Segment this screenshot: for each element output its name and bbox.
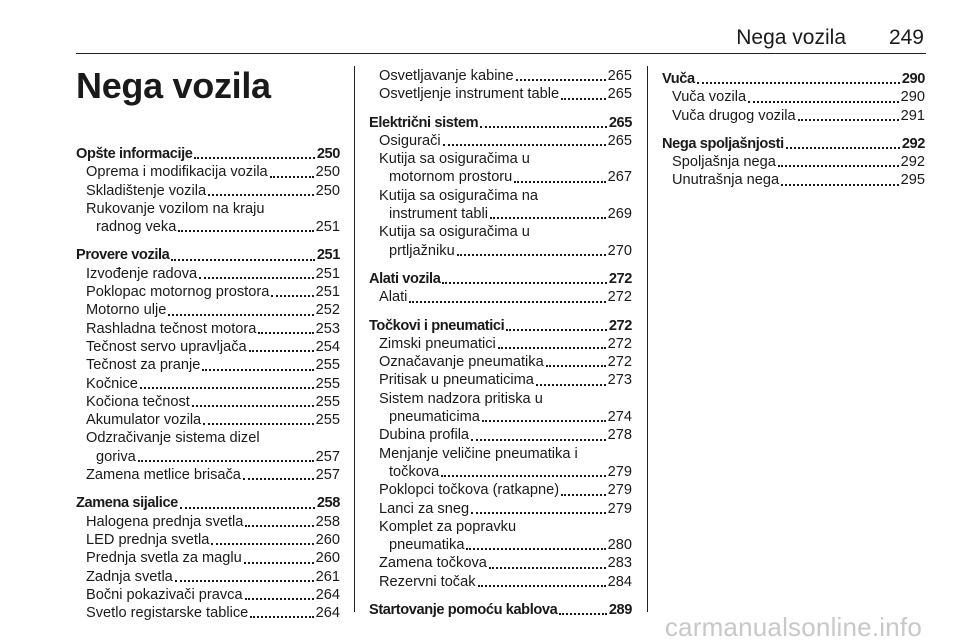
- dot-leader: [202, 369, 313, 371]
- toc-entry-text: Označavanje pneumatika: [379, 354, 544, 371]
- dot-leader: [208, 194, 314, 196]
- toc-entry-text-continued: točkova: [389, 463, 440, 480]
- dot-leader: [471, 439, 606, 441]
- dot-leader: [441, 475, 605, 477]
- dot-leader: [480, 126, 607, 128]
- dot-leader: [478, 585, 606, 587]
- toc-entry-link[interactable]: [76, 604, 340, 622]
- toc-heading-link[interactable]: [662, 135, 925, 153]
- toc-entry-text: Zamena točkova: [379, 555, 487, 572]
- toc-entry-link[interactable]: [76, 200, 340, 237]
- toc-page-number: 255: [315, 393, 340, 410]
- toc-entry-text: Osvetljavanje kabine: [379, 68, 514, 84]
- toc-page-number: 251: [315, 265, 340, 282]
- toc-entry-link[interactable]: [369, 187, 632, 224]
- toc-entry-text: Kutija sa osiguračima na: [379, 187, 538, 204]
- toc-entry-link[interactable]: [662, 153, 925, 171]
- toc-entry-link[interactable]: [369, 335, 632, 353]
- dot-leader: [138, 460, 314, 462]
- toc-entry-link[interactable]: [369, 500, 632, 518]
- toc-entry-text: Zimski pneumatici: [379, 335, 496, 352]
- dot-leader: [506, 329, 607, 331]
- toc-page-number: 255: [315, 375, 340, 392]
- toc-heading-link[interactable]: [369, 114, 632, 132]
- dot-leader: [561, 98, 606, 100]
- dot-leader: [171, 259, 314, 261]
- toc-entry-text: Dubina profila: [379, 427, 470, 444]
- toc-page-number: 258: [316, 495, 340, 512]
- toc-heading-text: Zamena sijalice: [76, 495, 178, 512]
- toc-page-number: 252: [315, 302, 340, 319]
- running-header: [76, 26, 926, 54]
- toc-heading-text: Startovanje pomoću kablova: [369, 602, 558, 619]
- toc-entry-text: Kočnice: [86, 375, 138, 392]
- toc-entry-link[interactable]: [76, 356, 340, 374]
- toc-page-number: 255: [315, 412, 340, 429]
- toc-entry-text-continued: instrument tabli: [389, 206, 488, 223]
- toc-entry-link[interactable]: [369, 353, 632, 371]
- toc-page-number: 272: [607, 289, 632, 306]
- toc-entry-link[interactable]: [76, 338, 340, 356]
- toc-page-number: 283: [607, 555, 632, 572]
- toc-section: [369, 67, 632, 104]
- dot-leader: [536, 384, 606, 386]
- dot-leader: [697, 82, 900, 84]
- toc-page-number: 292: [901, 135, 925, 152]
- dot-leader: [561, 494, 606, 496]
- toc-entry-text: Lanci za sneg: [379, 500, 470, 517]
- toc-page-number: 265: [607, 86, 632, 103]
- page-title: Nega vozila: [76, 65, 271, 106]
- column-divider: [647, 66, 648, 612]
- toc-page-number: 292: [900, 154, 925, 171]
- dot-leader: [243, 478, 314, 480]
- toc-entry-text: Osigurači: [379, 132, 441, 149]
- toc-entry-link[interactable]: [369, 132, 632, 150]
- toc-page-number: 272: [607, 335, 632, 352]
- toc-entry-link[interactable]: [369, 390, 632, 427]
- dot-leader: [514, 181, 605, 183]
- toc-entry-link[interactable]: [76, 429, 340, 466]
- toc-entry-link[interactable]: [76, 586, 340, 604]
- toc-entry-text: Sistem nadzora pritiska u: [379, 390, 543, 407]
- dot-leader: [498, 347, 606, 349]
- dot-leader: [270, 176, 314, 178]
- toc-entry-text: Zadnja svetla: [86, 568, 173, 585]
- toc-entry-text: Skladištenje vozila: [86, 182, 207, 199]
- toc-heading-text: Električni sistem: [369, 114, 479, 131]
- toc-section: [76, 246, 340, 484]
- toc-entry-link[interactable]: [76, 163, 340, 181]
- toc-entry-text: Prednja svetla za maglu: [86, 550, 242, 567]
- running-header-title: Nega vozila: [736, 26, 846, 49]
- dot-leader: [250, 616, 313, 618]
- dot-leader: [798, 119, 899, 121]
- toc-entry-text: Alati: [379, 289, 408, 306]
- toc-entry-text-continued: goriva: [96, 448, 136, 465]
- toc-page-number: 272: [608, 317, 632, 334]
- toc-entry-link[interactable]: [369, 85, 632, 103]
- toc-heading-text: Nega spoljašnjosti: [662, 135, 784, 152]
- dot-leader: [192, 405, 314, 407]
- toc-page-number: 269: [607, 206, 632, 223]
- toc-entry-link[interactable]: [76, 182, 340, 200]
- toc-column-1: [76, 145, 340, 632]
- watermark: carmanualsonline.info: [664, 612, 922, 642]
- toc-page-number: 279: [607, 500, 632, 517]
- toc-page-number: 280: [607, 537, 632, 554]
- dot-leader: [489, 567, 606, 569]
- toc-entry-link[interactable]: [369, 481, 632, 499]
- toc-entry-text: Vuča vozila: [672, 89, 747, 106]
- toc-entry-text: Spoljašnja nega: [672, 154, 776, 171]
- toc-entry-text-continued: motornom prostoru: [389, 169, 513, 186]
- toc-section: [76, 494, 340, 622]
- dot-leader: [258, 332, 313, 334]
- toc-entry-link[interactable]: [369, 371, 632, 389]
- toc-entry-text: Rashladna tečnost motora: [86, 320, 257, 337]
- toc-entry-link[interactable]: [369, 554, 632, 572]
- dot-leader: [168, 314, 313, 316]
- toc-entry-link[interactable]: [662, 107, 925, 125]
- dot-leader: [245, 525, 313, 527]
- toc-entry-text: Tečnost za pranje: [86, 357, 201, 374]
- dot-leader: [178, 230, 313, 232]
- dot-leader: [271, 295, 313, 297]
- toc-heading-text: Točkovi i pneumatici: [369, 317, 505, 334]
- dot-leader: [180, 507, 315, 509]
- toc-entry-text: Osvetljenje instrument table: [379, 86, 560, 103]
- toc-entry-text: Odzračivanje sistema dizel: [86, 430, 260, 447]
- toc-entry-text: Pritisak u pneumaticima: [379, 372, 534, 389]
- toc-section: [662, 135, 925, 190]
- toc-entry-text-continued: pneumatika: [389, 537, 465, 554]
- dot-leader: [409, 301, 605, 303]
- toc-entry-link[interactable]: [369, 223, 632, 260]
- toc-section: [369, 114, 632, 260]
- toc-page-number: 253: [315, 320, 340, 337]
- toc-page-number: 257: [315, 467, 340, 484]
- toc-heading-link[interactable]: [76, 246, 340, 264]
- toc-entry-text-continued: prtljažniku: [389, 242, 455, 259]
- dot-leader: [244, 562, 314, 564]
- toc-column-2: [369, 67, 632, 629]
- toc-column-3: [662, 70, 925, 200]
- dot-leader: [546, 365, 606, 367]
- toc-entry-link[interactable]: [76, 568, 340, 586]
- toc-page-number: 279: [607, 482, 632, 499]
- toc-entry-link[interactable]: [369, 150, 632, 187]
- toc-entry-text: Halogena prednja svetla: [86, 513, 244, 530]
- toc-entry-link[interactable]: [369, 67, 632, 85]
- toc-page-number: 274: [607, 409, 632, 426]
- dot-leader: [442, 282, 606, 284]
- toc-page-number: 267: [607, 169, 632, 186]
- toc-page-number: 258: [315, 513, 340, 530]
- toc-entry-text: Poklopac motornog prostora: [86, 284, 270, 301]
- toc-entry-link[interactable]: [76, 393, 340, 411]
- toc-page-number: 251: [316, 247, 340, 264]
- toc-entry-link[interactable]: [76, 466, 340, 484]
- toc-page-number: 290: [900, 89, 925, 106]
- dot-leader: [140, 387, 314, 389]
- toc-page-number: 250: [316, 146, 340, 162]
- dot-leader: [249, 350, 314, 352]
- dot-leader: [516, 79, 606, 81]
- toc-page-number: 251: [315, 219, 340, 236]
- toc-heading-link[interactable]: [76, 145, 340, 163]
- toc-entry-link[interactable]: [369, 445, 632, 482]
- dot-leader: [559, 613, 607, 615]
- dot-leader: [194, 157, 314, 159]
- toc-page-number: 265: [607, 68, 632, 84]
- toc-entry-text: Rukovanje vozilom na kraju: [86, 200, 265, 217]
- dot-leader: [778, 165, 899, 167]
- running-header-page-number: 249: [888, 26, 924, 49]
- dot-leader: [781, 184, 899, 186]
- toc-entry-text: Izvođenje radova: [86, 265, 198, 282]
- toc-page-number: 284: [607, 573, 632, 590]
- toc-page-number: 264: [315, 586, 340, 603]
- toc-page-number: 255: [315, 357, 340, 374]
- toc-page-number: 254: [315, 338, 340, 355]
- dot-leader: [466, 548, 605, 550]
- toc-entry-link[interactable]: [76, 301, 340, 319]
- dot-leader: [748, 101, 899, 103]
- toc-entry-link[interactable]: [76, 549, 340, 567]
- toc-page-number: 265: [608, 114, 632, 131]
- toc-entry-link[interactable]: [76, 265, 340, 283]
- toc-page-number: 279: [607, 463, 632, 480]
- toc-heading-text: Alati vozila: [369, 270, 441, 287]
- toc-heading-link[interactable]: [369, 317, 632, 335]
- toc-entry-link[interactable]: [76, 411, 340, 429]
- toc-entry-link[interactable]: [369, 573, 632, 591]
- toc-entry-text: Komplet za popravku: [379, 518, 517, 535]
- toc-page-number: 272: [608, 270, 632, 287]
- toc-entry-text: LED prednja svetla: [86, 531, 210, 548]
- toc-heading-text: Opšte informacije: [76, 146, 193, 162]
- toc-heading-text: Provere vozila: [76, 247, 170, 264]
- toc-heading-link[interactable]: [662, 70, 925, 88]
- toc-heading-text: Vuča: [662, 71, 695, 87]
- toc-page-number: 264: [315, 605, 340, 622]
- toc-page-number: 265: [607, 132, 632, 149]
- toc-entry-link[interactable]: [369, 426, 632, 444]
- toc-page-number: 290: [901, 71, 925, 87]
- toc-entry-text: Motorno ulje: [86, 302, 167, 319]
- toc-heading-link[interactable]: [369, 601, 632, 619]
- toc-entry-text: Rezervni točak: [379, 573, 476, 590]
- toc-entry-text: Zamena metlice brisača: [86, 467, 241, 484]
- toc-entry-link[interactable]: [76, 320, 340, 338]
- dot-leader: [443, 144, 606, 146]
- toc-entry-text: Kutija sa osiguračima u: [379, 224, 530, 241]
- toc-section: [369, 317, 632, 591]
- toc-entry-link[interactable]: [76, 283, 340, 301]
- toc-entry-link[interactable]: [76, 513, 340, 531]
- dot-leader: [175, 580, 314, 582]
- toc-entry-text: Unutrašnja nega: [672, 172, 780, 189]
- dot-leader: [471, 512, 606, 514]
- toc-entry-text-continued: pneumaticima: [389, 409, 480, 426]
- column-divider: [354, 66, 355, 612]
- toc-page-number: 272: [607, 354, 632, 371]
- toc-heading-link[interactable]: [369, 270, 632, 288]
- toc-entry-text: Kutija sa osiguračima u: [379, 151, 530, 168]
- toc-page-number: 270: [607, 242, 632, 259]
- toc-entry-text: Svetlo registarske tablice: [86, 605, 249, 622]
- dot-leader: [482, 420, 606, 422]
- toc-page-number: 251: [315, 284, 340, 301]
- toc-page-number: 260: [315, 550, 340, 567]
- toc-entry-text: Bočni pokazivači pravca: [86, 586, 243, 603]
- toc-section: [662, 70, 925, 125]
- toc-entry-text: Kočiona tečnost: [86, 393, 190, 410]
- toc-entry-link[interactable]: [369, 518, 632, 555]
- toc-page-number: 261: [315, 568, 340, 585]
- toc-page-number: 291: [900, 107, 925, 124]
- toc-heading-link[interactable]: [76, 494, 340, 512]
- dot-leader: [457, 254, 606, 256]
- toc-entry-text: Akumulator vozila: [86, 412, 202, 429]
- toc-page-number: 273: [607, 372, 632, 389]
- toc-page-number: 260: [315, 531, 340, 548]
- toc-page-number: 250: [315, 164, 340, 181]
- dot-leader: [245, 598, 314, 600]
- dot-leader: [203, 423, 313, 425]
- toc-entry-link[interactable]: [662, 171, 925, 189]
- toc-entry-text: Menjanje veličine pneumatika i: [379, 445, 578, 462]
- toc-page-number: 289: [608, 602, 632, 619]
- toc-page-number: 257: [315, 448, 340, 465]
- toc-entry-link[interactable]: [76, 531, 340, 549]
- toc-section: [369, 601, 632, 619]
- toc-entry-link[interactable]: [369, 288, 632, 306]
- toc-page-number: 278: [607, 427, 632, 444]
- toc-section: [369, 270, 632, 307]
- dot-leader: [211, 543, 313, 545]
- toc-entry-link[interactable]: [662, 88, 925, 106]
- toc-entry-text: Poklopci točkova (ratkapne): [379, 482, 560, 499]
- dot-leader: [199, 277, 313, 279]
- dot-leader: [490, 217, 606, 219]
- toc-page-number: 295: [900, 172, 925, 189]
- toc-page-number: 250: [315, 182, 340, 199]
- toc-entry-link[interactable]: [76, 375, 340, 393]
- toc-section: [76, 145, 340, 236]
- toc-entry-text: Oprema i modifikacija vozila: [86, 164, 268, 181]
- toc-entry-text: Vuča drugog vozila: [672, 107, 796, 124]
- toc-entry-text: Tečnost servo upravljača: [86, 338, 247, 355]
- dot-leader: [786, 147, 900, 149]
- toc-entry-text-continued: radnog veka: [96, 219, 177, 236]
